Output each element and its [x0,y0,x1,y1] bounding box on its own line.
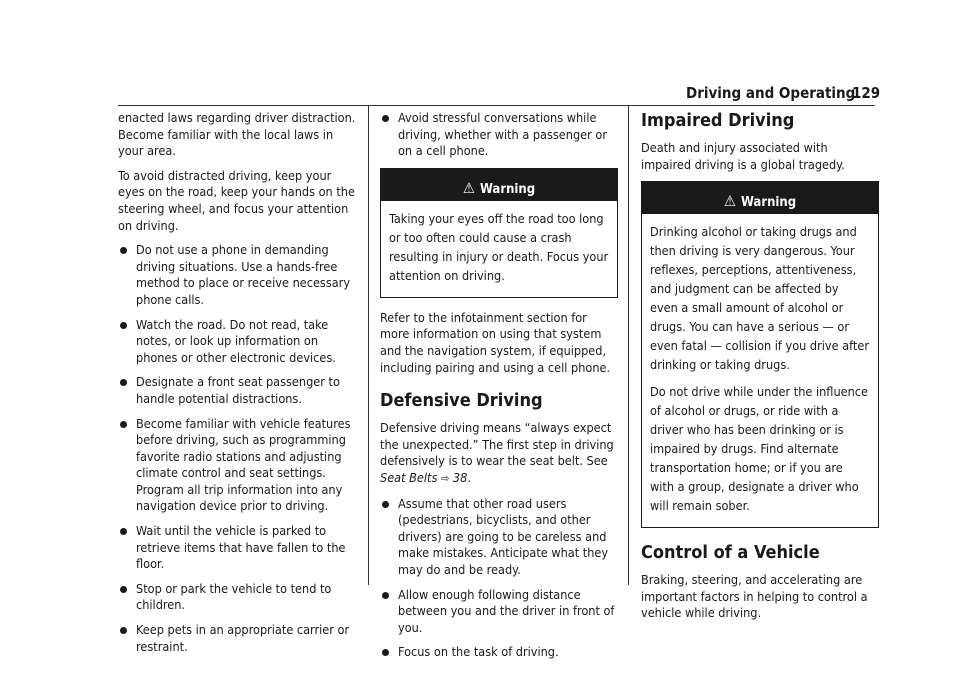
defensive-list [380,496,618,661]
list-item: Allow enough following distance between you and the driver in front of you. [380,587,618,637]
xref-title: Seat Belts [380,469,438,485]
section-title: Driving and Operating [686,84,856,102]
page-number: 129 [852,84,881,102]
stress-list [380,110,618,160]
column-divider-2 [628,105,629,585]
warning-text: Do not drive while under the influence of alcohol or drugs, or ride with a driver who has been drinking or is impaired by drugs. Find alternate transportation home; or if you are with a group, designate a driver who will remain sober. [650,384,868,514]
distraction-tips-list [118,242,356,655]
warning-header [642,182,878,214]
list-item: Do not use a phone in demanding driving situations. Use a hands-free method to place or receive necessary phone calls. [118,242,356,308]
warning-text: Drinking alcohol or taking drugs and then driving is very dangerous. Your reflexes, perceptions, attentiveness, and judgment can be affected by even a small amount of alcohol or drugs. You can have a serious — or even fatal — collision if you drive after drinking or taking drugs. [650,224,869,373]
warning-box-distraction [380,168,618,298]
heading-impaired-driving: Impaired Driving [641,110,795,131]
column-1 [118,110,356,663]
column-divider-1 [368,105,369,585]
list-item: Designate a front seat passenger to handle potential distractions. [118,374,356,407]
heading-defensive-driving: Defensive Driving [380,390,543,412]
defensive-text: Defensive driving means “always expect the unexpected.” The first step in driving defensively is to wear the seat belt. See [380,420,614,469]
header-rule [118,105,875,106]
list-item: Watch the road. Do not read, take notes, or look up information on phones or other electronic devices. [118,317,356,367]
paragraph-impaired: Death and injury associated with impaired driving is a global tragedy. [641,140,845,172]
paragraph-infotainment: Refer to the infotainment section for more information on using that system and the navigation system, if equipped, including pairing and using a cell phone. [380,309,611,375]
list-item: Become familiar with vehicle features before driving, such as programming favorite radio stations and adjusting climate control and seat settings. Program all trip information into any navigation device prior to driving. [118,416,356,516]
column-2 [380,110,618,669]
warning-box-impaired [641,181,879,528]
paragraph-defensive-driving: Defensive driving means “always expect the unexpected.” The first step in driving defensively is to wear the seat belt. See Seat Belts ⇨ 38. [380,420,614,485]
seat-belts-link[interactable] [380,470,467,485]
warning-title: Warning [479,181,536,197]
warning-body [381,201,617,297]
warning-icon: ⚠ [723,192,736,211]
list-item: Avoid stressful conversations while driving, whether with a passenger or on a cell phone. [380,110,618,160]
warning-header [381,169,617,201]
list-item: Assume that other road users (pedestrians, bicyclists, and other drivers) are going to be careless and make mistakes. Anticipate what they may do and be ready. [380,496,618,579]
paragraph-control: Braking, steering, and accelerating are important factors in helping to control a vehicle while driving. [641,572,868,621]
warning-body [642,214,878,527]
paragraph-laws: enacted laws regarding driver distraction. Become familiar with the local laws in your area. [118,110,356,159]
list-item: Wait until the vehicle is parked to retrieve items that have fallen to the floor. [118,523,356,573]
heading-control-of-vehicle: Control of a Vehicle [641,542,820,564]
arrow-right-icon: ⇨ [441,471,450,485]
column-3 [641,110,879,630]
list-item: Keep pets in an appropriate carrier or restraint. [118,622,356,655]
xref-page: 38 [452,469,468,485]
paragraph-avoid-distraction: To avoid distracted driving, keep your eyes on the road, keep your hands on the steering wheel, and focus your attention on driving. [118,167,355,233]
warning-title: Warning [740,195,797,211]
list-item: Stop or park the vehicle to tend to children. [118,581,356,614]
warning-icon: ⚠ [462,178,475,197]
list-item: Focus on the task of driving. [380,644,618,661]
warning-text: Taking your eyes off the road too long or too often could cause a crash resulting in injury or death. Focus your attention on driving. [389,210,609,283]
